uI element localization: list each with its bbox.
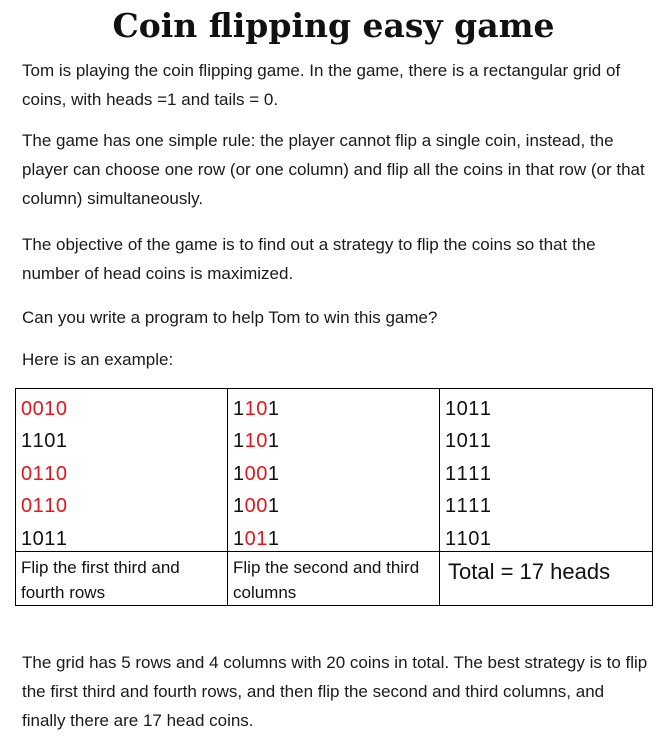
coin-digit: 1 bbox=[267, 398, 280, 420]
coin-digit: 1 bbox=[233, 430, 245, 452]
coin-digit: 1 bbox=[256, 528, 268, 550]
coin-digit: 1 bbox=[32, 430, 45, 452]
coin-digit: 0 bbox=[21, 495, 33, 517]
rule-paragraph: The game has one simple rule: the player cannot flip a single coin, instead, the player can choose one row (or one column) and flip all the coins in that row (or that column) simultaneously. bbox=[22, 131, 645, 208]
coin-digit: 0 bbox=[32, 528, 45, 550]
coin-digit: 0 bbox=[244, 495, 257, 517]
coin-digit: 1 bbox=[479, 398, 492, 420]
coin-digit: 1 bbox=[468, 430, 480, 452]
example-table bbox=[15, 388, 653, 606]
coin-digit: 1 bbox=[456, 528, 469, 550]
coin-digit: 1 bbox=[267, 528, 280, 550]
coin-digit: 1 bbox=[445, 495, 457, 517]
coin-digit: 0 bbox=[456, 430, 469, 452]
grid-row bbox=[233, 462, 280, 486]
coin-digit: 1 bbox=[21, 430, 33, 452]
coin-digit: 1 bbox=[44, 528, 56, 550]
objective-paragraph: The objective of the game is to find out a strategy to flip the coins so that the number of head coins is maximized. bbox=[22, 235, 596, 283]
coin-digit: 1 bbox=[44, 495, 56, 517]
grid-row bbox=[233, 429, 280, 453]
coin-digit: 1 bbox=[445, 398, 457, 420]
coin-digit: 0 bbox=[44, 430, 56, 452]
page-title: Coin flipping easy game bbox=[112, 6, 555, 45]
coin-digit: 0 bbox=[21, 398, 33, 420]
coin-digit: 0 bbox=[55, 398, 68, 420]
grid-row bbox=[233, 494, 280, 518]
coin-digit: 1 bbox=[32, 463, 45, 485]
coin-digit: 0 bbox=[256, 430, 268, 452]
coin-digit: 1 bbox=[445, 430, 457, 452]
coin-digit: 1 bbox=[267, 430, 280, 452]
coin-digit: 1 bbox=[244, 398, 257, 420]
coin-digit: 1 bbox=[55, 528, 68, 550]
grid-row bbox=[21, 429, 68, 453]
table-divider bbox=[16, 551, 652, 552]
coin-digit: 1 bbox=[32, 495, 45, 517]
coin-digit: 1 bbox=[479, 430, 492, 452]
coin-digit: 0 bbox=[55, 463, 68, 485]
conclusion-paragraph: The grid has 5 rows and 4 columns with 20 coins in total. The best strategy is to flip the first third and fourth rows, and then flip the second and third columns, and finally there are 17 head coins. bbox=[22, 653, 648, 730]
grid-column-original bbox=[16, 389, 227, 605]
grid-row bbox=[233, 397, 280, 421]
grid-row bbox=[445, 462, 492, 486]
grid-row bbox=[21, 462, 68, 486]
coin-digit: 1 bbox=[233, 463, 245, 485]
coin-digit: 0 bbox=[244, 463, 257, 485]
coin-digit: 0 bbox=[256, 463, 268, 485]
coin-digit: 1 bbox=[445, 463, 457, 485]
coin-digit: 0 bbox=[55, 495, 68, 517]
coin-digit: 1 bbox=[267, 463, 280, 485]
grid-column-result bbox=[439, 389, 653, 605]
grid-row bbox=[445, 397, 492, 421]
coin-digit: 1 bbox=[244, 430, 257, 452]
coin-digit: 1 bbox=[456, 495, 469, 517]
coin-digit: 1 bbox=[468, 495, 480, 517]
coin-digit: 1 bbox=[44, 398, 56, 420]
coin-digit: 0 bbox=[32, 398, 45, 420]
coin-digit: 1 bbox=[267, 495, 280, 517]
coin-digit: 1 bbox=[44, 463, 56, 485]
coin-digit: 1 bbox=[21, 528, 33, 550]
coin-digit: 1 bbox=[233, 398, 245, 420]
coin-digit: 1 bbox=[479, 528, 492, 550]
coin-digit: 0 bbox=[256, 398, 268, 420]
coin-digit: 1 bbox=[468, 398, 480, 420]
grid-row bbox=[21, 527, 68, 551]
coin-digit: 1 bbox=[55, 430, 68, 452]
grid-column-row-flipped bbox=[227, 389, 439, 605]
grid-caption: Flip the second and third columns bbox=[233, 558, 420, 602]
coin-digit: 1 bbox=[233, 495, 245, 517]
coin-digit: 1 bbox=[479, 495, 492, 517]
coin-digit: 0 bbox=[21, 463, 33, 485]
grid-row bbox=[445, 429, 492, 453]
coin-digit: 0 bbox=[468, 528, 480, 550]
grid-row bbox=[233, 527, 280, 551]
grid-row bbox=[21, 494, 68, 518]
coin-digit: 1 bbox=[445, 528, 457, 550]
total-heads-label: Total = 17 heads bbox=[448, 559, 611, 584]
coin-digit: 1 bbox=[456, 463, 469, 485]
coin-digit: 1 bbox=[233, 528, 245, 550]
grid-caption: Flip the first third and fourth rows bbox=[21, 558, 180, 602]
coin-digit: 0 bbox=[456, 398, 469, 420]
question-paragraph: Can you write a program to help Tom to win this game? bbox=[22, 308, 438, 327]
coin-digit: 1 bbox=[479, 463, 492, 485]
coin-digit: 0 bbox=[244, 528, 257, 550]
intro-paragraph: Tom is playing the coin flipping game. In the game, there is a rectangular grid of coins, with heads =1 and tails = 0. bbox=[22, 61, 621, 109]
coin-digit: 0 bbox=[256, 495, 268, 517]
example-intro-paragraph: Here is an example: bbox=[22, 350, 174, 369]
grid-row bbox=[21, 397, 68, 421]
grid-row bbox=[445, 527, 492, 551]
coin-digit: 1 bbox=[468, 463, 480, 485]
grid-row bbox=[445, 494, 492, 518]
